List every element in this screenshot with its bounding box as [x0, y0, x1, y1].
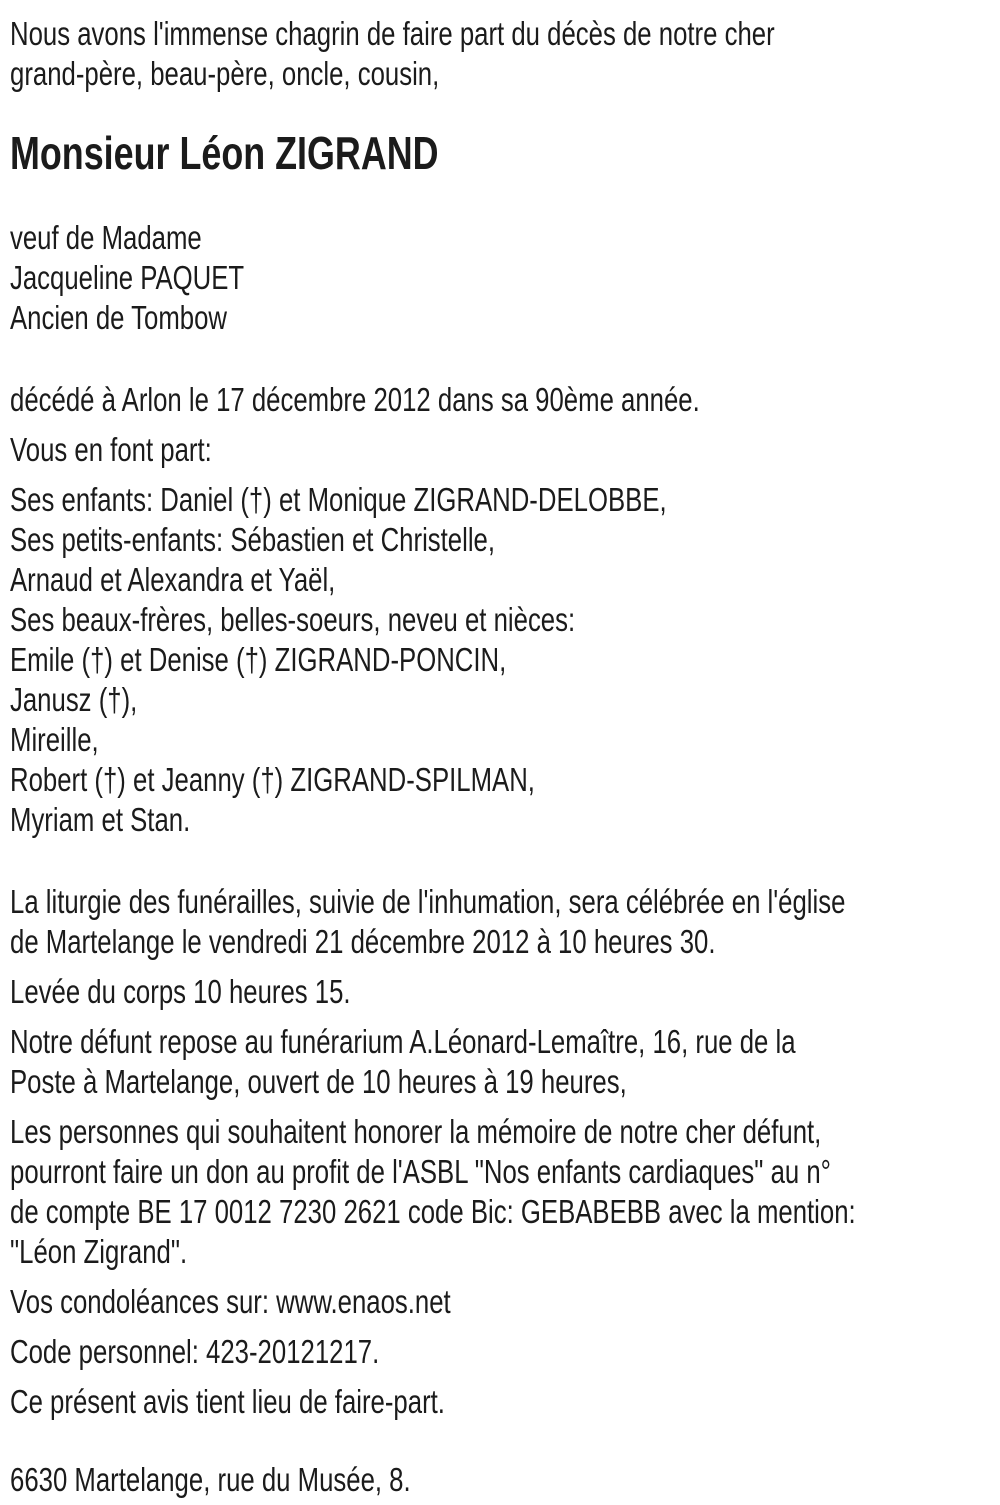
deceased-name-heading-line: Monsieur Léon ZIGRAND	[10, 127, 439, 179]
family-list-paragraph-line: Arnaud et Alexandra et Yaël,	[10, 561, 336, 598]
death-date-paragraph	[10, 380, 1000, 420]
deceased-name-heading	[10, 125, 1000, 181]
document-content	[10, 14, 1000, 1500]
widower-paragraph-line: Ancien de Tombow	[10, 299, 228, 336]
family-list-paragraph-line: Robert (†) et Jeanny (†) ZIGRAND-SPILMAN,	[10, 761, 535, 798]
death-date-paragraph-line: décédé à Arlon le 17 décembre 2012 dans sa 90ème année.	[10, 381, 700, 418]
family-list-paragraph-line: Janusz (†),	[10, 681, 138, 718]
notice-paragraph-line: Ce présent avis tient lieu de faire-part.	[10, 1383, 445, 1420]
intro-paragraph-line: Nous avons l'immense chagrin de faire part du décès de notre cher	[10, 15, 775, 52]
funeral-service-paragraph	[10, 882, 1000, 962]
donation-paragraph-line: pourront faire un don au profit de l'ASBL "Nos enfants cardiaques" au n°	[10, 1153, 831, 1190]
intro-paragraph	[10, 14, 1000, 94]
family-list-paragraph-line: Emile (†) et Denise (†) ZIGRAND-PONCIN,	[10, 641, 507, 678]
address-paragraph-line: 6630 Martelange, rue du Musée, 8.	[10, 1461, 411, 1498]
donation-paragraph	[10, 1112, 1000, 1272]
intro-paragraph-line: grand-père, beau-père, oncle, cousin,	[10, 55, 440, 92]
announcement-lead-paragraph-line: Vous en font part:	[10, 431, 212, 468]
notice-paragraph	[10, 1382, 1000, 1422]
widower-paragraph-line: veuf de Madame	[10, 219, 202, 256]
funeral-home-paragraph-line: Poste à Martelange, ouvert de 10 heures à 19 heures,	[10, 1063, 627, 1100]
announcement-lead-paragraph	[10, 430, 1000, 470]
widower-paragraph	[10, 218, 1000, 338]
donation-paragraph-line: de compte BE 17 0012 7230 2621 code Bic: GEBABEBB avec la mention:	[10, 1193, 856, 1230]
address-paragraph	[10, 1460, 1000, 1500]
family-list-paragraph-line: Myriam et Stan.	[10, 801, 191, 838]
family-list-paragraph-line: Ses petits-enfants: Sébastien et Christelle,	[10, 521, 496, 558]
family-list-paragraph-line: Mireille,	[10, 721, 99, 758]
family-list-paragraph-line: Ses enfants: Daniel (†) et Monique ZIGRAND-DELOBBE,	[10, 481, 667, 518]
funeral-home-paragraph-line: Notre défunt repose au funérarium A.Léonard-Lemaître, 16, rue de la	[10, 1023, 796, 1060]
body-removal-paragraph	[10, 972, 1000, 1012]
funeral-service-paragraph-line: de Martelange le vendredi 21 décembre 2012 à 10 heures 30.	[10, 923, 716, 960]
donation-paragraph-line: "Léon Zigrand".	[10, 1233, 188, 1270]
donation-paragraph-line: Les personnes qui souhaitent honorer la mémoire de notre cher défunt,	[10, 1113, 822, 1150]
condolences-paragraph-line: Vos condoléances sur: www.enaos.net	[10, 1283, 451, 1320]
widower-paragraph-line: Jacqueline PAQUET	[10, 259, 245, 296]
personal-code-paragraph	[10, 1332, 1000, 1372]
condolences-paragraph	[10, 1282, 1000, 1322]
body-removal-paragraph-line: Levée du corps 10 heures 15.	[10, 973, 351, 1010]
family-list-paragraph-line: Ses beaux-frères, belles-soeurs, neveu et nièces:	[10, 601, 576, 638]
funeral-service-paragraph-line: La liturgie des funérailles, suivie de l'inhumation, sera célébrée en l'église	[10, 883, 846, 920]
family-list-paragraph	[10, 480, 1000, 840]
funeral-home-paragraph	[10, 1022, 1000, 1102]
personal-code-paragraph-line: Code personnel: 423-20121217.	[10, 1333, 380, 1370]
